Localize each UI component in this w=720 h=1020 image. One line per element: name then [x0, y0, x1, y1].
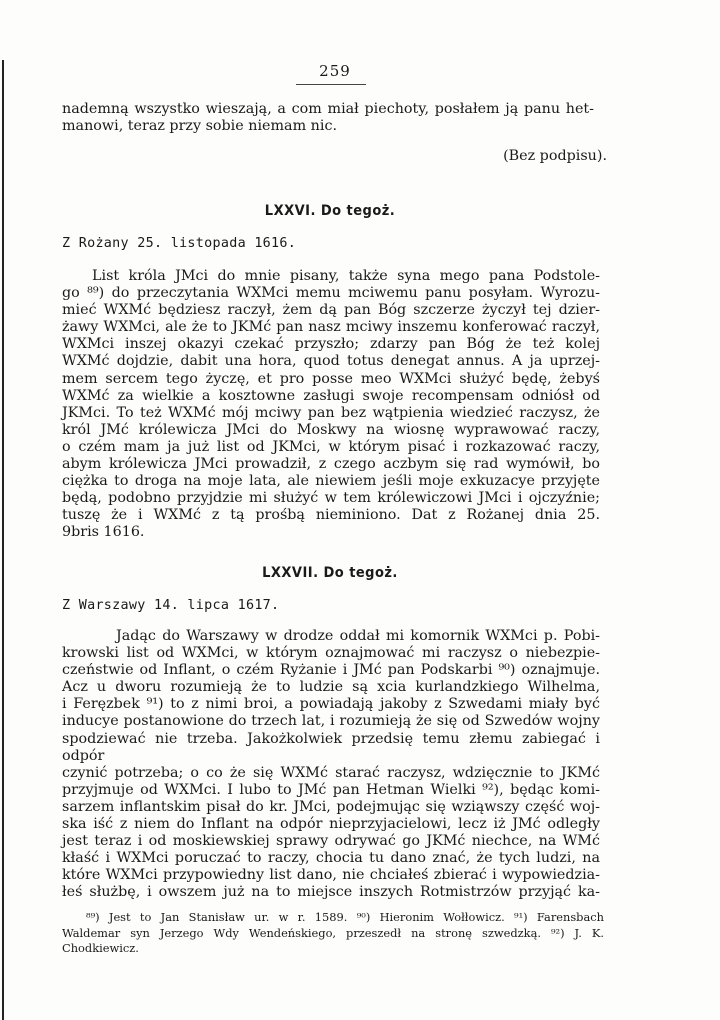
footnotes: [62, 910, 604, 957]
text-line: żawy WXMci, ale że to JKMć pan nasz mciwy inszemu konferować raczył,: [62, 319, 600, 336]
text-line: będą, podobno przyjdzie mi służyć w tem królewiczowi JMci i ojczyźnie;: [62, 490, 600, 507]
signature-note: (Bez podpisu).: [503, 148, 607, 164]
text-line: JKMci. To też WXMć mój mciwy pan bez wątpienia wiedzieć raczysz, że: [62, 404, 600, 421]
footnote-line: Chodkiewicz.: [62, 941, 139, 955]
text-line: go ⁸⁹) do przeczytania WXMci memu mciwemu panu posyłam. Wyrozu-: [62, 285, 600, 302]
letter-dateline: Z Warszawy 14. lipca 1617.: [62, 598, 280, 613]
text-line: Jadąc do Warszawy w drodze oddał mi komornik WXMci p. Pobi-: [116, 628, 600, 644]
letter-dateline: Z Rożany 25. listopada 1616.: [62, 236, 297, 251]
text-line: mem sercem tego życzę, et pro posse meo WXMci służyć będę, żebyś: [62, 370, 600, 387]
text-line: i Feręzbek ⁹¹) to z nimi broi, a powiadają jakoby z Szwedami miały być: [62, 696, 600, 713]
text-line: spodziewać nie trzeba. Jakożkolwiek przedsię temu złemu zabiegać i odpór: [62, 730, 600, 764]
text-line: o czém mam ja już list od JKMci, w którym pisać i rozkazować raczy,: [62, 438, 600, 455]
text-line: inducye postanowione do trzech lat, i rozumieją że się od Szwedów wojny: [62, 713, 600, 730]
page-number: 259: [319, 62, 351, 80]
footnote-line: Waldemar syn Jerzego Wdy Wendeńskiego, przeszedł na stronę szwedzką. ⁹²) J. K.: [62, 925, 604, 940]
text-line: ska iść z niem do Inflant na odpór nieprzyjacielowi, lecz iż JMć odległy: [62, 816, 600, 833]
text-line: manowi, teraz przy sobie niemam nic.: [62, 118, 338, 135]
text-line: przyjmuje od WXMci. I lubo to JMć pan Hetman Wielki ⁹²), będąc komi-: [62, 781, 600, 798]
text-line: czeństwie od Inflant, o czém Ryżanie i JMć pan Podskarbi ⁹⁰) oznajmuje.: [62, 662, 600, 679]
text-line: abym królewicza JMci prowadził, z czego aczbym się rad wymówił, bo: [62, 456, 600, 473]
text-line: jest teraz i od moskiewskiej sprawy odrywać go JKMć niechce, na WMć: [62, 833, 600, 850]
letter-body: [62, 268, 600, 542]
text-line: krowski list od WXMci, w którym oznajmować mi raczysz o niebezpie-: [62, 645, 600, 662]
text-line: sarzem inflantskim pisał do kr. JMci, podejmując się wziąwszy część woj-: [62, 798, 600, 815]
text-line: WXMć dojdzie, dabit una hora, quod totus denegat annus. A ja uprzej-: [62, 353, 600, 370]
text-line: ciężka to droga na moje lata, ale niewiem jeśli moje exkuzacye przyjęte: [62, 473, 600, 490]
letter-heading: LXXVI. Do tegoż.: [264, 203, 396, 219]
text-line: 9bris 1616.: [62, 524, 145, 541]
text-line: List króla JMci do mnie pisany, także syna mego pana Podstole-: [92, 268, 600, 284]
text-line: król JMć królewicza JMci do Moskwy na wiosnę wyprawować raczy,: [62, 421, 600, 438]
letter-body: [62, 628, 600, 902]
text-line: nademną wszystko wieszają, a com miał piechoty, posłałem ją panu het-: [62, 101, 594, 117]
text-line: tuszę że i WXMć z tą prośbą nieminiono. Dat z Rożanej dnia 25.: [62, 507, 600, 524]
text-line: które WXMci przypowiedny list dano, nie chciałeś zbierać i wypowiedzia-: [62, 867, 600, 884]
text-line: WXMci inszej okazyi czekać przyszło; zdarzy pan Bóg że też kolej: [62, 336, 600, 353]
text-line: czynić potrzeba; o co że się WXMć starać raczysz, wdzięcznie to JKMć: [62, 764, 600, 781]
text-line: WXMć za wielkie a kosztowne zasługi swoje recompensam odniósł od: [62, 387, 600, 404]
top-paragraph: [62, 101, 594, 135]
page-number-underline: [296, 84, 366, 85]
text-line: Acz u dworu rozumieją że to ludzie są xcia kurlandzkiego Wilhelma,: [62, 679, 600, 696]
text-line: łeś służbę, i owszem już na to miejsce inszych Rotmistrzów przyjąć ka-: [62, 884, 600, 901]
text-line: kłaść i WXMci poruczać to raczy, chocia tu dano znać, że tych ludzi, na: [62, 850, 600, 867]
page-edge-rule: [2, 60, 4, 1020]
footnote-line: ⁸⁹) Jest to Jan Stanisław ur. w r. 1589. ⁹⁰) Hieronim Wołłowicz. ⁹¹) Farensbach: [86, 910, 604, 924]
letter-heading: LXXVII. Do tegoż.: [262, 565, 398, 581]
text-line: mieć WXMć będziesz raczył, żem dą pan Bóg szczerze życzył tej dzier-: [62, 302, 600, 319]
